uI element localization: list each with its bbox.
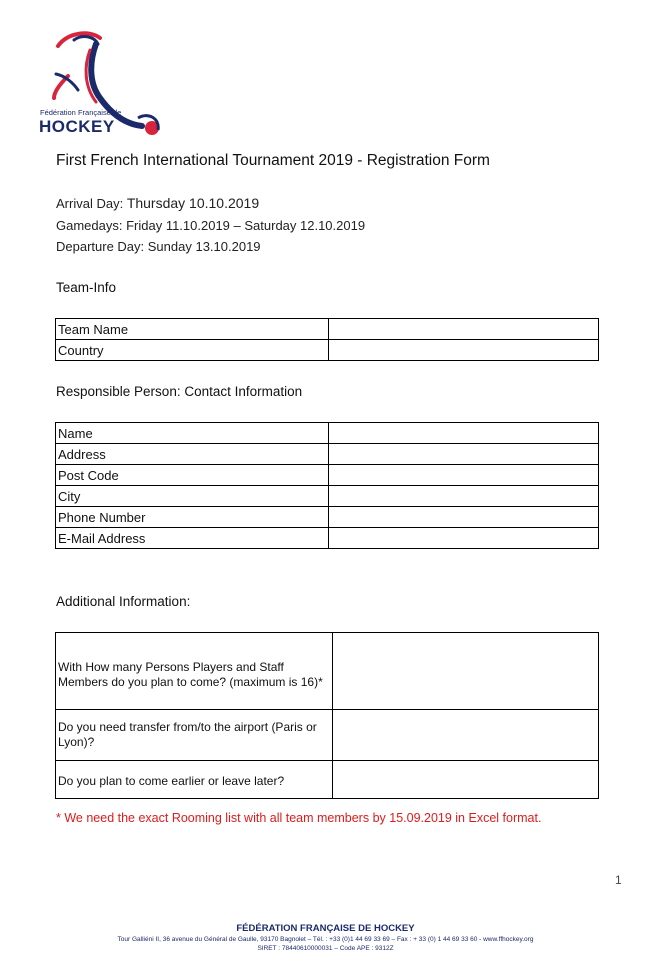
page-title: First French International Tournament 2019 - Registration Form: [56, 152, 490, 169]
country-label: Country: [56, 340, 329, 361]
team-info-table: [55, 318, 599, 361]
logo-name: HOCKEY: [39, 117, 115, 136]
post-code-label: Post Code: [56, 465, 329, 486]
table-row: [56, 340, 599, 361]
transfer-field[interactable]: [333, 710, 599, 761]
address-label: Address: [56, 444, 329, 465]
table-row: [56, 465, 599, 486]
team-name-field[interactable]: [329, 319, 599, 340]
arrival-line: [56, 195, 259, 211]
gamedays-line: Gamedays: Friday 11.10.2019 – Saturday 12.10.2019: [56, 218, 366, 233]
city-field[interactable]: [329, 486, 599, 507]
departure-line: Departure Day: Sunday 13.10.2019: [56, 239, 261, 254]
additional-heading: Additional Information:: [56, 594, 191, 609]
phone-field[interactable]: [329, 507, 599, 528]
persons-field[interactable]: [333, 633, 599, 710]
logo-subtitle: Fédération Française de: [40, 108, 122, 117]
email-label: E-Mail Address: [56, 528, 329, 549]
table-row: [56, 528, 599, 549]
footer-siret: SIRET : 78440610000031 – Code APE : 9312Z: [257, 945, 394, 952]
table-row: [56, 444, 599, 465]
earlier-later-field[interactable]: [333, 761, 599, 799]
name-field[interactable]: [329, 423, 599, 444]
post-code-field[interactable]: [329, 465, 599, 486]
arrival-label: Arrival Day:: [56, 196, 124, 211]
ffh-logo: [38, 26, 168, 138]
team-name-label: Team Name: [56, 319, 329, 340]
contact-table: [55, 422, 599, 549]
earlier-later-label: Do you plan to come earlier or leave later?: [56, 761, 333, 799]
footer: [0, 923, 651, 952]
arrival-value: Thursday 10.10.2019: [126, 195, 260, 211]
persons-label: With How many Persons Players and Staff Members do you plan to come? (maximum is 16)*: [56, 633, 333, 710]
phone-label: Phone Number: [56, 507, 329, 528]
team-info-heading: Team-Info: [56, 280, 117, 295]
email-field[interactable]: [329, 528, 599, 549]
name-label: Name: [56, 423, 329, 444]
page-number: 1: [615, 873, 622, 887]
contact-heading: Responsible Person: Contact Information: [56, 384, 303, 399]
table-row: [56, 710, 599, 761]
rooming-note: * We need the exact Rooming list with all team members by 15.09.2019 in Excel format.: [56, 811, 542, 825]
footer-org: FÉDÉRATION FRANÇAISE DE HOCKEY: [236, 923, 415, 934]
table-row: [56, 761, 599, 799]
additional-table: [55, 632, 599, 799]
footer-address: Tour Galliéni II, 36 avenue du Général de Gaulle, 93170 Bagnolet – Tél. : +33 (0)1 44 69 33 69 – Fax : + 33 (0) 1 44 69 33 60 - www.ffhockey.org: [117, 936, 534, 943]
table-row: [56, 633, 599, 710]
table-row: [56, 319, 599, 340]
table-row: [56, 507, 599, 528]
country-field[interactable]: [329, 340, 599, 361]
city-label: City: [56, 486, 329, 507]
table-row: [56, 423, 599, 444]
table-row: [56, 486, 599, 507]
transfer-label: Do you need transfer from/to the airport (Paris or Lyon)?: [56, 710, 333, 761]
address-field[interactable]: [329, 444, 599, 465]
